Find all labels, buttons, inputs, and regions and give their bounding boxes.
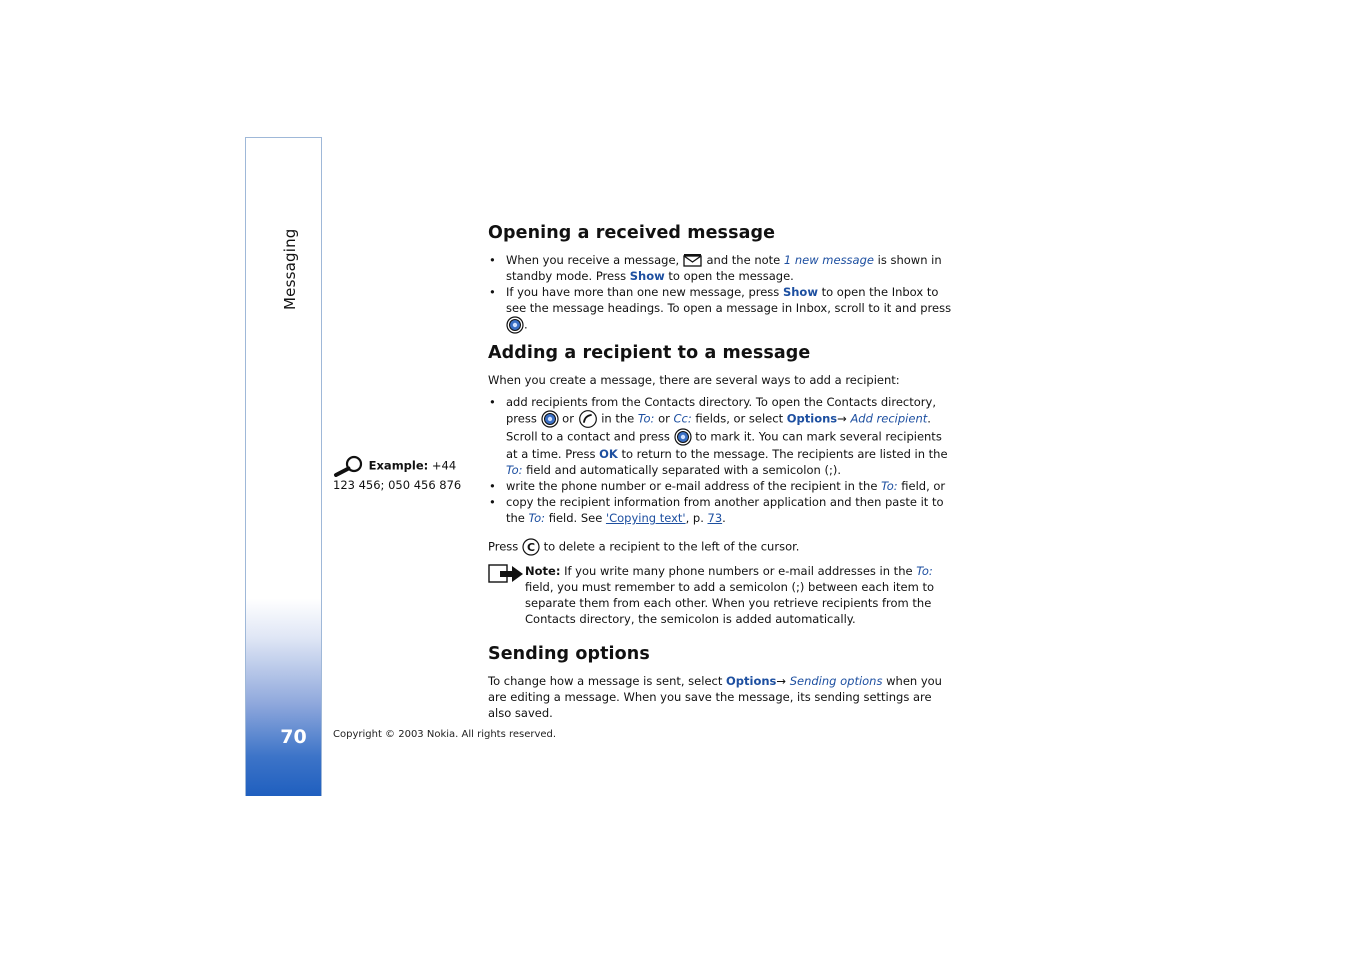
list-item: • If you have more than one new message, press Show to open the Inbox to see the message headings. To open a message in Inbox, scroll to it and press . <box>488 284 956 334</box>
svg-text:C: C <box>526 541 535 554</box>
example-note <box>333 455 473 493</box>
sending-options-option: Sending options <box>789 674 883 688</box>
page-73-link[interactable]: 73 <box>707 511 723 525</box>
list-item: • add recipients from the Contacts directory. To open the Contacts directory, press or in the To: or Cc: fields, or select Options→ Add recipient. Scroll to a contact and press to mark it. You can mark several recipients at a time. Press OK to return to the message. The recipients are listed in the To: field and automatically separated with a semicolon (;). <box>488 394 956 478</box>
ok-key: OK <box>599 447 618 461</box>
magnifier-icon <box>333 455 365 477</box>
opening-list <box>488 252 956 334</box>
note-icon <box>488 563 524 585</box>
call-key-icon <box>578 410 598 428</box>
heading-adding: Adding a recipient to a message <box>488 343 811 363</box>
heading-opening: Opening a received message <box>488 223 776 243</box>
add-recipient-option: Add recipient <box>850 411 928 426</box>
options-key: Options <box>786 411 838 426</box>
joystick-icon <box>506 316 524 334</box>
heading-sending: Sending options <box>488 644 650 664</box>
copying-text-link[interactable]: 'Copying text' <box>605 511 686 525</box>
main-content <box>488 220 956 721</box>
copyright: Copyright © 2003 Nokia. All rights reserved. <box>333 729 557 740</box>
joystick-icon <box>541 410 559 428</box>
new-message-note: 1 new message <box>783 253 874 267</box>
section-title: Messaging <box>281 228 299 310</box>
list-item: • copy the recipient information from another application and then paste it to the To: field. See 'Copying text', p. 73. <box>488 494 956 526</box>
example-text: +44 123 456; 050 456 876 <box>333 458 462 492</box>
press-clear-paragraph: Press C to delete a recipient to the left of the cursor. <box>488 539 800 554</box>
adding-list <box>488 394 956 526</box>
clear-key-icon <box>522 538 540 556</box>
joystick-icon <box>674 428 692 446</box>
options-key: Options <box>726 674 777 688</box>
list-item: • When you receive a message, and the note 1 new message is shown in standby mode. Press Show to open the message. <box>488 252 956 284</box>
sending-paragraph: To change how a message is sent, select Options→ Sending options when you are editing a message. When you save the message, its sending settings are also saved. <box>488 674 942 720</box>
example-label: Example: <box>368 458 429 473</box>
note-label: Note: <box>525 564 561 578</box>
show-key: Show <box>782 285 818 299</box>
show-key: Show <box>629 269 665 283</box>
page-number: 70 <box>280 726 307 748</box>
note-block: Note: If you write many phone numbers or e-mail addresses in the To: field, you must remember to add a semicolon (;) between each item to separate them from each other. When you retrieve recipients from the Contacts directory, the semicolon is added automatically. <box>488 563 956 627</box>
list-item: • write the phone number or e-mail address of the recipient in the To: field, or <box>488 478 956 494</box>
adding-intro: When you create a message, there are several ways to add a recipient: <box>488 373 900 387</box>
envelope-icon <box>683 254 703 268</box>
